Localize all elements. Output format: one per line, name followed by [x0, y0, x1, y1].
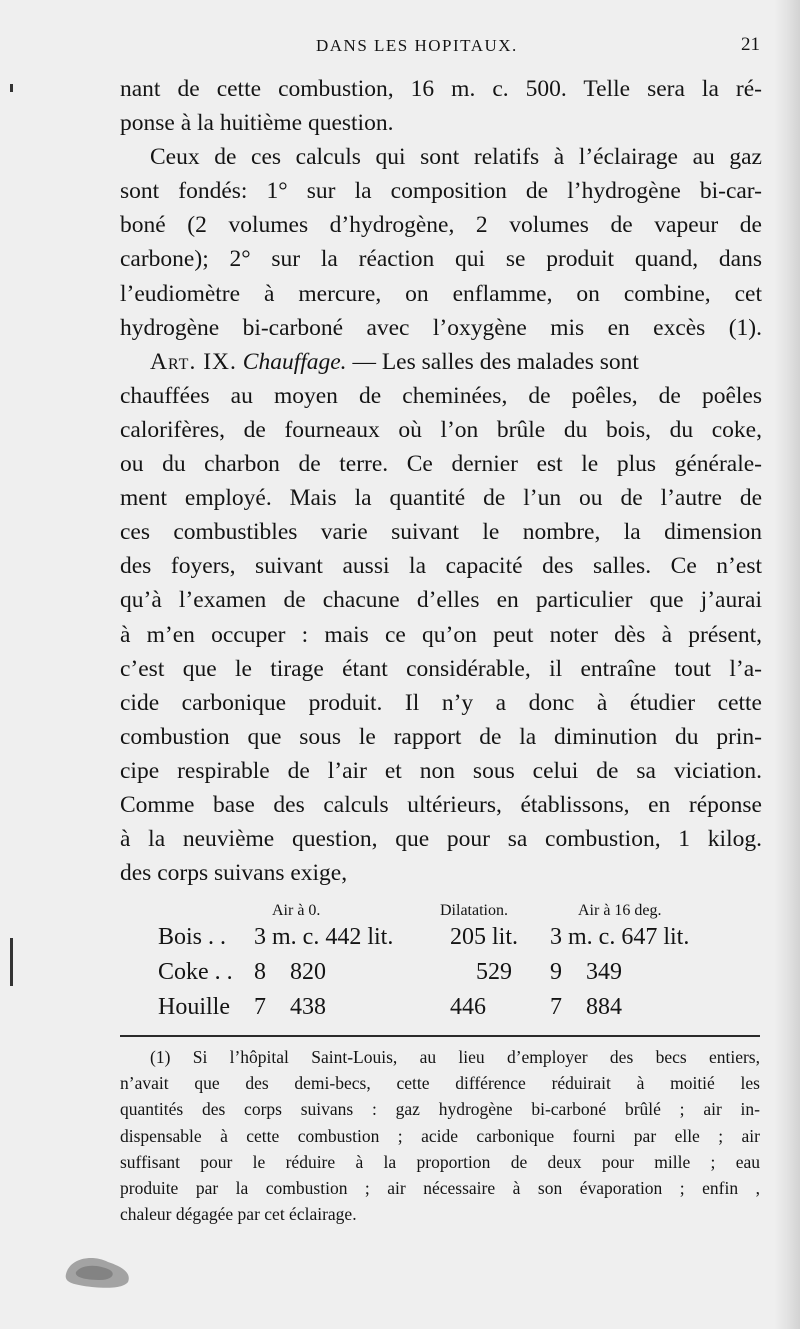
- table-cell: 7 884: [550, 994, 622, 1020]
- table-cell: 3 m. c. 442 lit.: [254, 924, 394, 950]
- table-cell: Houille: [158, 994, 230, 1020]
- table-cell: Coke . .: [158, 959, 233, 985]
- page-number: 21: [741, 34, 760, 55]
- text-line: qu’à l’examen de chacune d’elles en particulier que j’aurai: [120, 587, 762, 614]
- table-cell: 9 349: [550, 959, 622, 985]
- running-head: DANS LES HOPITAUX.: [316, 36, 518, 55]
- article-label: Art. IX.: [150, 348, 237, 375]
- text-line: nant de cette combustion, 16 m. c. 500. Telle sera la ré-: [120, 76, 762, 102]
- table-cell: 529: [476, 959, 512, 985]
- text-line: à m’en occuper : mais ce qu’on peut noter dès à présent,: [120, 621, 762, 648]
- text-line: c’est que le tirage étant considérable, il entraîne tout l’a-: [120, 655, 762, 682]
- main-text: [120, 72, 762, 890]
- table-header-row: [120, 902, 762, 924]
- text-line: boné (2 volumes d’hydrogène, 2 volumes de vapeur de: [120, 212, 762, 239]
- text-line: cide carbonique produit. Il n’y a donc à étudier cette: [120, 689, 762, 716]
- footnote-line: n’avait que des demi-becs, cette différence réduirait à moitié les: [120, 1073, 760, 1094]
- footnote-line: suffisant pour le réduire à la proportion de deux pour mille ; eau: [120, 1151, 760, 1172]
- text-line: sont fondés: 1° sur la composition de l’hydrogène bi-car-: [120, 178, 762, 205]
- table-cell: 446: [450, 994, 486, 1020]
- text-line: combustion que sous le rapport de la diminution du prin-: [120, 723, 762, 750]
- text-line: chauffées au moyen de cheminées, de poêles, de poêles: [120, 382, 762, 409]
- text-line: Comme base des calculs ultérieurs, établissons, en réponse: [120, 791, 762, 818]
- text-line: Ceux de ces calculs qui sont relatifs à l’éclairage au gaz: [150, 144, 762, 171]
- binding-mark: [10, 938, 13, 986]
- text-line: ou du charbon de terre. Ce dernier est le plus générale-: [120, 451, 762, 478]
- table-cell: 8 820: [254, 959, 326, 985]
- article-title: Chauffage.: [242, 348, 347, 375]
- table-cell: 3 m. c. 647 lit.: [550, 924, 690, 950]
- page-header: [120, 36, 760, 58]
- table-header: Air à 16 deg.: [578, 902, 662, 919]
- article-text: — Les salles des malades sont: [346, 348, 639, 375]
- table-header: Dilatation.: [440, 902, 508, 919]
- table-row: [120, 994, 762, 1029]
- footnote: [120, 1044, 760, 1227]
- text-line: ponse à la huitième question.: [120, 110, 394, 137]
- table-cell: 7 438: [254, 994, 326, 1020]
- scan-edge-shadow: [774, 0, 800, 1329]
- text-line: hydrogène bi-carboné avec l’oxygène mis en excès (1).: [120, 314, 762, 341]
- ink-smudge: [62, 1252, 134, 1292]
- table-row: [120, 924, 762, 959]
- text-line: carbone); 2° sur la réaction qui se produit quand, dans: [120, 246, 762, 273]
- text-line: des corps suivans exige,: [120, 860, 348, 887]
- combustion-table: [120, 902, 762, 1029]
- footnote-line: produite par la combustion ; air nécessaire à son évaporation ; enfin ,: [120, 1177, 760, 1198]
- table-cell: Bois . .: [158, 924, 227, 950]
- table-row: [120, 959, 762, 994]
- text-line: à la neuvième question, que pour sa combustion, 1 kilog.: [120, 826, 762, 853]
- table-header: Air à 0.: [272, 902, 321, 919]
- footnote-line: dispensable à cette combustion ; acide carbonique fourni par elle ; air: [120, 1125, 760, 1146]
- footnote-line: quantités des corps suivans : gaz hydrogène bi-carboné brûlé ; air in-: [120, 1099, 760, 1120]
- text-line: cipe respirable de l’air et non sous celui de sa viciation.: [120, 757, 762, 784]
- binding-mark: [10, 84, 13, 92]
- footnote-rule: [120, 1035, 760, 1037]
- footnote-line: chaleur dégagée par cet éclairage.: [120, 1204, 357, 1225]
- text-line: l’eudiomètre à mercure, on enflamme, on combine, cet: [120, 280, 762, 307]
- text-line: calorifères, de fourneaux où l’on brûle du bois, du coke,: [120, 416, 762, 443]
- table-cell: 205 lit.: [450, 924, 519, 950]
- text-line: ces combustibles varie suivant le nombre, la dimension: [120, 519, 762, 546]
- article-heading-line: [120, 345, 762, 379]
- text-line: des foyers, suivant aussi la capacité des salles. Ce n’est: [120, 553, 762, 580]
- footnote-line: (1) Si l’hôpital Saint-Louis, au lieu d’employer des becs entiers,: [150, 1047, 760, 1067]
- text-line: ment employé. Mais la quantité de l’un ou de l’autre de: [120, 485, 762, 512]
